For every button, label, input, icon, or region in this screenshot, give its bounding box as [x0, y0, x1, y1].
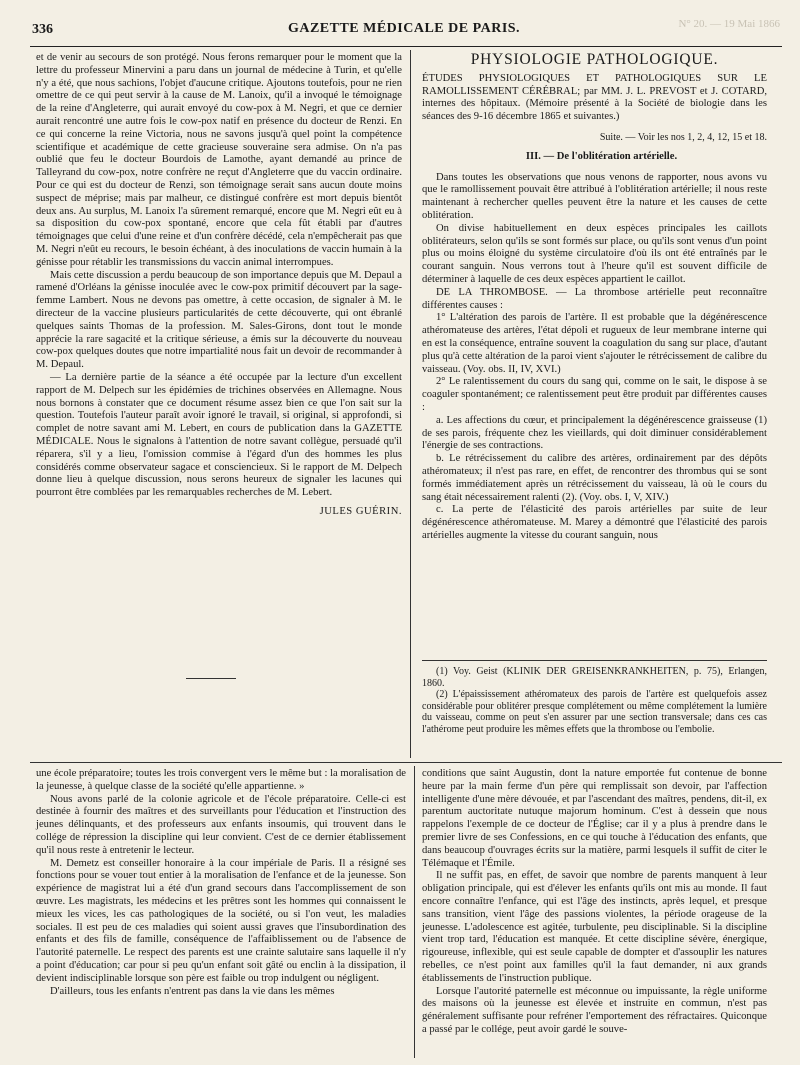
footnote: (1) Voy. Geist (KLINIK DER GREISENKRANKHEITEN, p. 75), Erlangen, 1860. [422, 666, 767, 689]
suite-note: Suite. — Voir les nos 1, 2, 4, 12, 15 et 18. [599, 131, 767, 143]
section-title: PHYSIOLOGIE PATHOLOGIQUE. [470, 51, 719, 68]
column-divider [414, 766, 415, 1058]
paragraph: Lorsque l'autorité paternelle est méconnue ou impuissante, la règle uniforme des maisons où la jeunesse est élevée et instruite en commun, n'est pas généralement suffisante pour refréner l'emportement des réfractaires. Quiconque a passé par le collége, peut avoir gardé le souve- [422, 985, 767, 1035]
paragraph: c. La perte de l'élasticité des parois artérielles par suite de leur dégénérescence athéromateuse. M. Marey a démontré que l'élasticité des parois artérielles augmente la vitesse du courant sanguin, nous [422, 504, 767, 541]
paragraph: Nous avons parlé de la colonie agricole et de l'école préparatoire. Celle-ci est destinée à fournir des maîtres et des surveillants pour l'éducation et l'instruction des jeunes délinquants, et des professeurs aux enfants insoumis, qui trouvent dans le collége de répression la discipline qui leur convient. C'est de ce dernier établissement qu'il nous reste à entretenir le lecteur. [36, 793, 406, 856]
right-column-upper [422, 52, 767, 543]
journal-title: GAZETTE MÉDICALE DE PARIS. [287, 21, 521, 36]
footnotes [422, 666, 767, 736]
paragraph: Il ne suffit pas, en effet, de savoir que nombre de parents manquent à leur obligation principale, qui est d'élever les enfants qu'ils ont mis au monde. Il faut encore connaître l'enfance, qui est l'âge des instincts, après lequel, et presque sans transition, vient l'âge des passions violentes, la période orageuse de la jeunesse. L'adolescence est agitée, turbulente, peu disciplinable. Si la discipline vient trop tard, l'éducation est manquée. Et cette discipline sévère, énergique, rigoureuse, inflexible, qui est seule capable de dompter et d'assouplir les natures rebelles, ce n'est point aux familles qu'il la faut demander, ni aux grands établissements de l'instruction publique. [422, 870, 767, 984]
paragraph: b. Le rétrécissement du calibre des artères, ordinairement par des dépôts athéromateux; il n'est pas rare, en effet, de rencontrer des thrombus qui se sont formés immédiatement après un rétrécissement du vaisseau, là où le cours du sang était nécessairement ralenti (2). (Voy. obs. I, V, XIV.) [422, 453, 767, 503]
paragraph: une école préparatoire; toutes les trois convergent vers le même but : la moralisation de la jeunesse, à quelque classe de la société qu'elle appartienne. » [36, 768, 406, 792]
article-heading: ÉTUDES PHYSIOLOGIQUES ET PATHOLOGIQUES SUR LE RAMOLLISSEMENT CÉRÉBRAL; par MM. J. L. PREVOST et J. COTARD, internes des hôpitaux. (Mémoire présenté à la Société de biologie dans les séances des 9-16 décembre 1865 et suivantes.) [422, 72, 767, 123]
paragraph: DE LA THROMBOSE. — La thrombose artérielle peut reconnaître différentes causes : [422, 286, 767, 311]
feuilleton-rule [30, 762, 782, 763]
paragraph: conditions que saint Augustin, dont la nature emportée fut contenue de bonne heure par la main ferme d'un père qui remplissait son devoir, par l'affection intelligente d'une mère dévouée, et par l'ascendant des maîtres, pendens, dit-il, ex parentum auctoritate nutuque majorum hominum. C'est à dessein que nous rappelons l'exemple de ce docteur de l'Église; car il y a plus à prendre dans le premier livre de ses Confessions, en ce qui touche à l'éducation des enfants, que dans beaucoup d'ouvrages écrits sur la matière, parmi lesquels il suffit de citer le Télémaque et l'Émile. [422, 768, 767, 869]
paragraph: 1° L'altération des parois de l'artère. Il est probable que la dégénérescence athéromateuse des artères, l'état dépoli et rugueux de leur membrane interne qui en est la conséquence, entraîne souvent la coagulation du sang sur place, d'autant plus qu'à cette altération de la paroi vient s'ajouter le rétrécissement de calibre du vaisseau. (Voy. obs. II, IV, XVI.) [422, 312, 767, 375]
paragraph: a. Les affections du cœur, et principalement la dégénérescence graisseuse (1) de ses parois, fréquente chez les vieillards, qui doit diminuer considérablement l'énergie de ses contractions. [422, 414, 767, 452]
footnote-rule [422, 660, 767, 661]
paragraph: D'ailleurs, tous les enfants n'entrent pas dans la vie dans les mêmes [50, 985, 335, 997]
column-divider [410, 50, 411, 758]
section-end-rule [186, 678, 236, 679]
right-column-lower [422, 768, 767, 1037]
subheading: III. — De l'oblitération artérielle. [525, 150, 678, 162]
signature: JULES GUÉRIN. [319, 505, 402, 517]
left-column-upper [36, 52, 402, 519]
faint-bleedthrough-mark: N° 20. — 19 Mai 1866 [678, 18, 780, 30]
paragraph: On divise habituellement en deux espèces principales les caillots oblitérateurs, selon qu'ils se sont formés sur place, ou qu'ils sont venus d'un point plus ou moins éloigné du système circulatoire d'où ils ont été entraînés par le courant sanguin. Nous verrons tout à l'heure qu'il est souvent difficile de déterminer à laquelle de ces deux espèces appartient le caillot. [422, 222, 767, 285]
paragraph: — La dernière partie de la séance a été occupée par la lecture d'un excellent rapport de M. Delpech sur les épidémies de trichines observées en Allemagne. Nous nous bornons à constater que ce document résume assez bien ce que l'on sait sur la question. Toutefois l'auteur paraît avoir ignoré le travail, si original, si approfondi, si complet de notre savant ami M. Lebert, en cours de publication dans la GAZETTE MÉDICALE. Nous le signalons à l'attention de notre savant collègue, persuadé qu'il réparera, s'il y a lieu, l'omission commise à l'égard d'un des hommes les plus considérés comme observateur sagace et consciencieux. Si le rapport de M. Delpech donne lieu à quelque discussion, nous serons heureux de signaler les lacunes qui pourront être comblées par les remarquables recherches de M. Lebert. [36, 371, 402, 499]
paragraph: Mais cette discussion a perdu beaucoup de son importance depuis que M. Depaul a ramené d'Orléans la génisse inoculée avec le cow-pox primitif découvert par la sage-femme Lambert. Nous ne devons pas omettre, à cette occasion, de signaler à M. le directeur de la vaccine plusieurs particularités de cette découverte, qui ont ébranlé quelques saints Thomas de la profession. M. Sales-Girons, dont tout le monde apprécie la rare sagacité et la critique sérieuse, a émis sur la découverte du nouveau cow-pox quelques doutes que notre impartialité nous fait un devoir de recommander à M. Depaul. [36, 269, 402, 371]
header-rule [30, 46, 782, 47]
left-column-lower [36, 768, 406, 998]
page-number: 336 [32, 22, 53, 37]
paragraph: et de venir au secours de son protégé. Nous ferons remarquer pour le moment que la lettre du professeur Minervini a paru dans un journal de médecine à Turin, et qu'elle n'y a été, que nous sachions, l'objet d'aucune critique. Ajoutons toutefois, pour ne rien omettre de ce qui peut servir à la cause de M. Lanoix, qu'il a invoqué le témoignage de la reine d'Angleterre, qui aurait envoyé du cow-pox à M. Negri, et que ce dernier aurait rencontré une autre fois le cow-pox natif en présence du docteur de Renzi. En ce qui concerne la reine Victoria, nous ne savons jusqu'à quel point la compétence scientifique et académique de cette gracieuse souveraine sera admise. On n'a pas oublié que feu le docteur Bourdois de Lamothe, ayant demandé au prince de Talleyrand du cow-pox, notre confrère ne reçut d'Angleterre que du vaccin ordinaire. Pour ce qui est du docteur de Renzi, son témoignage serait sans aucun doute moins suspect de méprise; mais par malheur, ce distingué confrère est mort depuis bientôt deux ans. Au surplus, M. Lanoix l'a sûrement remarqué, encore que M. Negri eût eu à sa disposition du cow-pox spontané, encore que cela fût établi par d'autres témoignages que celui d'une reine et d'un confrère décédé, cela n'empêcherait pas que M. Negri n'eût eu recours, le besoin échéant, à des inoculations de vaccin humain à la génisse pour rétablir les transmissions du vaccin animal interrompues. [36, 52, 402, 268]
paragraph: 2° Le ralentissement du cours du sang qui, comme on le sait, le dispose à se coaguler spontanément; ce ralentissement peut être produit par différentes causes : [422, 376, 767, 413]
page-header [28, 18, 780, 44]
footnote: (2) L'épaississement athéromateux des parois de l'artère est quelquefois assez considérable pour oblitérer presque complétement ou même complétement la lumière du vaisseau, comme on peut s'en assurer par une section transversale; dans ces cas l'athérome peut produire les mêmes effets que la thrombose ou l'embolie. [422, 689, 767, 735]
paragraph: M. Demetz est conseiller honoraire à la cour impériale de Paris. Il a résigné ses fonctions pour se vouer tout entier à la moralisation de l'enfance et de la jeunesse. Son expérience de magistrat lui a été d'un grand secours dans l'accomplissement de son œuvre. Les magistrats, les médecins et les prêtres sont les hommes qui connaissent le mieux les vices, les cas pathologiques de la société, ou si l'on veut, les maladies sociales. Il est peu de ces maladies qui soient aussi graves que l'insubordination des enfants et des fils de famille, conséquence de l'affaiblissement ou de l'absence de l'autorité paternelle. Le respect des parents est une crainte salutaire sans laquelle il n'y a point d'éducation; car pour si peu qu'un enfant soit gâté ou enclin à la dissipation, il devient indisciplinable lorsque son père est faible ou trop indulgent ou négligent. [36, 857, 406, 984]
paragraph: Dans toutes les observations que nous venons de rapporter, nous avons vu que le ramollissement pouvait être attribué à l'oblitération artérielle; il nous reste maintenant à rechercher quelles peuvent être la nature et les causes de cette oblitération. [422, 171, 767, 221]
